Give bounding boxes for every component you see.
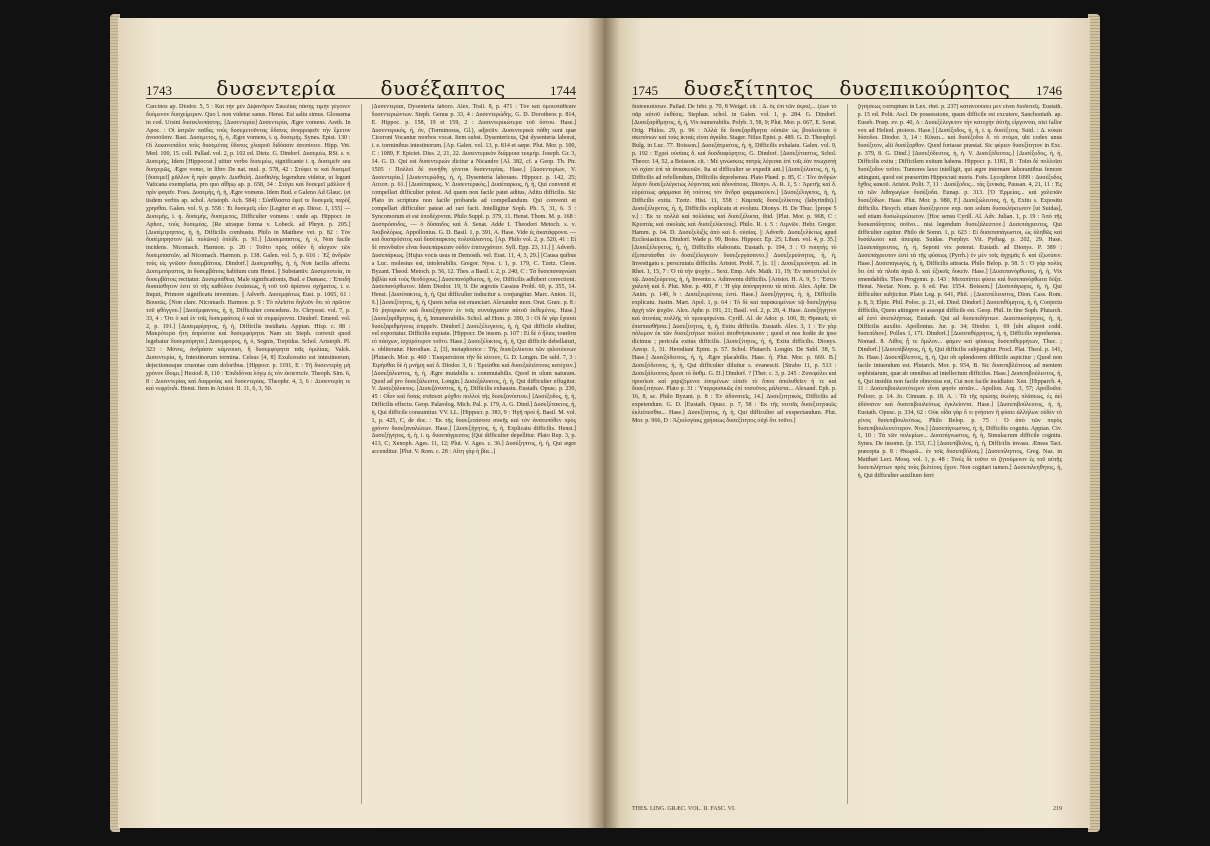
left-page-columns — [146, 104, 576, 804]
left-page — [118, 18, 604, 828]
right-page-footer — [632, 806, 1062, 818]
right-column-2-text: ζητήσεως corruptum in Lex. rhet. p. 237] κατανοούσει μεν εἶναι διοδοτεῖς. Eustath. p. 15 ed. Polit. Ascl. De possessione, quam difficile est excutere, Sanchoniath. ap. Euseb. Præp. ev. p. 40, A : Δυσεξέλεγκτον τὴν κατοχὴν ἀὐτῆς εἴργονται, nisi fallor vox ad Heliod. ptoieos. Hase.] [Δυσέξοδος, ἡ, ἡ, i. q. δυσέξιτος. Suid. : Δ. κύκαι δύσοδοι. Diodor. 3, 14 : Κύκαι... καὶ δυσέξοδοι δ. τὸ στόμα, ubi codex unus δυσέξιτον, alii δυσέξορθον. Quod fortasse præstat. Sic φέρειν δυσεξίτητον in Exc. p. 379, 8. G. Dind.] [Δυσεξόδευτος, ἡ, ἡ. V. Δυσεξόδευτος.] [Δυσέξοδος, ἡ, ἡ, Difficilis exitu ; Difficilem exitum habens. Hippocr. p. 1181, B : Τοῖσι δὲ πολλοῖσι δυσέξοδον τοῦτο. Tumores laxo intelligit, qui ægre internare laborantibus femore attingunt, quod est præsertim Hippocrati moris. Foës. Lycophron 1099 : Δυσέξοδος ὄχθος κακοῦ. Aristot. Polit. 7, 11 : Δυσέξοδος... τὰς ξενικάς. Pausan. 4, 21, 11 : Ἐς τὰ τῶν λιθαγωγίων δυσέξοδα. Eunap. p. 313. [Ὁ Ἐρμείας... καὶ χαλεπῶν δυσεξόδων. Hase. Plut. Mor. p. 980, F.] Δυσεξώλευτος, ἡ, ἡ, Exitu s. Expositu difficilis. Hesych. etiam δυσέξιγυτον exp. non solum δυσεκλήκτωτον [ut Suidas], sed etiam δυσωλερώτωτον. [Hoc sensu Cyrill. Al. Adv. Julian. 1, p. 19 : Ἀπὸ τῆς δυσκατάληπτος σοῦνο... nisi legendum δυσεξάλειπτον.] Δυσεπάγρευτος, Qui difficulter capitur. Philo de Somn. 1, p. 623 : Εἰ δυσεπαπάγωστοι, ὡς ἀληθῶς καὶ δυσάλωτοι καὶ ἀπειρίᾳ. Suidas. Porphyr. Vit. Pythag. p. 202, 29. Hase. [Δυσεπάγρευτος, ἡ, ἡ, Seponi vix poterat. Eustath. ad Dionys. P. 389 : Δυσεπάγρευτον ἐστὶ τὰ τῆς φύσεως (Pyrrh.) ἐν μὲν τοῖς ἀγχιμᾶς δ. καὶ ἐξωτίσεν. Hase.] Δυσεπαγωγὸς, ἡ, ἡ, Difficilis attracta. Philo Belop. p. 58. 5 : Ὁ γὰρ πολὺς ὅτι ἐπὶ τὰ πλοῖα ἀγιῶ δ. καὶ ἐξικοῖς δοκεῖν. Hase.] [Δυσεπανόρθωτος, ἡ, ἡ, Vix emendabilis. Theo Progymn. p. 143 : Μεταπίπτει φύσει καὶ δυσεπανόρθωτα δόξα. Henst. Nectar. Nom. p. 6 ed. Par. 1554. Boisson.] [Δυσεπάγωγος, ἡ, ἡ, Qui difficulter subjicitur. Plato Leg. p. 641, Phil. ; [Δυσεπέλευστος, Dion. Cass. Rom. p. 8, 3; Elpiz. Phil. Poloc. p. 21, ed. Dind. Dindorf.] Δυσεπιθύμητος, ἡ, ἡ, Conjectu difficilis, Quem attingere et assequi difficile est. Geop. Phil. In fine Soph. Plutarch. ad ἐστὶ ἀνεπιλήπτως. Eustath. Qui ad δυσεπεδήπτων. Δυσεπικούρητος, ἡ, ἡ, Difficilis auxilio. Apollonius. Jur. p. 34; Diodor. 1, 69 [ubi aliquot codd. δυσεπίδιον]. Pollux 1, 171. Dindorf.] [Δυσεπιθέρρητος, ἡ, ἡ, Difficilis reprehensu. Nomad. 8. Λίθος ᾗ τε ὅμιλον... φάμεν καὶ φύσεως δυσεπιθερρήτων, Thuc. ; Dindorf.] [Δυσεπίβλητος, ἡ, ἡ, Qui difficilis subjungitur. Procl. Plat. Theol. p. 141, Jn. Hase.] Δυσεπίβλεπτος, ἡ, ἡ, Qui ob splendorem difficile aspicitur ; Quod non facile intuendum est. Plutarch. Mor. p. 934, B. Sic δυσεπιβλέπτους ad mentem sophistarum, quæ ab omnibus ad intellectum difficiles. Hase.] Δυσεπιβούλευτος, ἡ, ἡ, Qui insidiis non facile obnoxius est, Cui non facile insidiatur. Xen. [Hipparch. 4, 11 : Δυσεπιβουλευτότερον εἶναι φησὶν αὐτῶν... Apollon. Arg. 3, 57; Apollodor. Poliorc. p. 14. Jo. Cinnam. p. 18. A. : Τὰ τῆς πρώτης ἐκείνης πλάσεως, ἐς ἀεὶ ἀδύνατον καὶ δυσεπιβουλεύτως ἐγκλείοντα. Hase.] [Δυσεπιβούλευτος, ἡ, ἡ, Eustath. Opusc. p. 334, 62 : Οὐκ οἶδα γὰρ ὅ τι γνήσιον ἢ φύσει ἀλλήλων οὐδὲν τὸ γένος δυσεπιβουλεύτως. Philo Belop. p. 75 : Ὁ ἀπὸ τῶν πυρὸς δυσεπιβουλευτότερον. Nos.] [Δυσεπίγνωστος, ἡ, ἡ, Difficilis cognitu. Appian. Civ. 1, 10 : Τὰ τῶν πολεμίων... Δυσεπίγνωστος, ἡ, ἡ, Simulacrum difficile cognitu. Synes. De insomn. [p. 153, C.] [Δυσεπίβολος, ἡ, ἡ, Difficilis invasu. Æneas Tact. præcepta p. 8 : Θεωρῶ... ἐν τοῖς δυσεπιβόλοις.] [Δυσεπίληπτος, Greg. Naz. in Matthæi Lect. Mosq. vol. 1, p. 48 : Τινὲς δὲ τοῦτο τὸ ζητούμενον ἐς τοῦ αὐτῆς δυσεπιλήπτων πρὸς τοὺς βελτίους ἔχειν. Non cogitari tamen.] Δυσεπιλεηθητος, ἡ, ἡ, Qui difficulter auxilium ferri — [857, 104, 1062, 479]
right-column-2 — [858, 104, 1063, 804]
signature-number: 219 — [1053, 806, 1062, 812]
left-headword-1: δυσεντερία — [216, 76, 337, 100]
left-headword-2: δυσέξαπτος — [380, 76, 506, 100]
right-page-number-1745: 1745 — [632, 83, 658, 98]
right-page-columns — [632, 104, 1062, 804]
right-page — [604, 18, 1090, 828]
left-page-number-1744: 1744 — [549, 83, 576, 98]
right-headword-2: δυσεπικούρητος — [839, 76, 1011, 100]
signature-line: THES. LING. GRÆC. VOL. II. FASC. VI. — [632, 806, 736, 812]
right-column-rule — [847, 104, 848, 804]
left-column-rule — [361, 104, 362, 804]
book-spread — [118, 18, 1090, 828]
right-page-number-1746: 1746 — [1036, 83, 1062, 98]
right-column-1-text: δυσεκκαύσων. Pallad. De febr. p. 70, 8 Weigel. cit. : Δ. ὅς ἐπὶ τῶν ἐκρυξ... ξέων τὸ πᾶρ αὐτοῦ ἐκθέσις. Stephan. schol. in Galen. vol. 1, p. 284. G. Dindorf. [Δυσεξαρίθμητος, ἡ, ἡ, Vix numerabilis. Polyb. 3, 58, 9; Plut. Mor. p. 667, E. Sorat. Orig. Philos. 29, p. 96 : Ἀλλὰ δὲ δυσεξαρίθμητα οὐσιῶν ὡς βουλεύεται ὁ σκεπόπων καὶ τοὺς ἰκταὶς εἰναι ἀγκίδα. Stager. Nilus Epist. p. 489. G. D. Theophyl. Bulg. in Luc. 77. Boisson.] Δυσεξάτμιστος, ἡ, ἡ, Difficilis exhalatu. Galen. vol. 9, p. 192 : Ἐχρεὶ οὐσίαις δ. καὶ δυσδιαφόρητος. G. Dindorf. [Δυσεξέταστος, Schol. Theocr. 14, 52, a Boisson. cit. : Μὲ γινώσκεις πατρίς λέγεσαι ἐπί τοῖς ἐὰν πτωχιστὴ νὸ σχίαν ἐπὶ τὰ ἀνασκευῶν. Ita ut difficulter se expedit ant.] [Δυσεξέλικτος, ἡ, ἡ, Difficilis ad refellendum, Difficilis deprehensu. Plato Phæd. p. 85, C : Τὸν ἀνδρών λέγειν δυσεξελέγκτως λέγοντας καὶ ἀδυνάτους. Dionys. A. R. 1, 5 : Ἀρετῆς καὶ δ. εὑρέσεως φάρμακα δὴ τούτοις τὸν ἄνδρα φαρμακεύειν.] [Δυσεξέλιγκτος, ἡ, ἡ, Difficilis exitu. Tzetz. Hist. 11, 558 : Καμπαῖς δυσεξελίκτοις (labyrinthi).] Δυσεξέλιγκτος, ἡ, ἡ, Difficilis explicatu et evolutu. Dionys. H. De Thuc. [prope 5 v.] : Ἐκ τε πολλὰ καὶ πολλάκις καὶ δυσεξέλικτα, ibid. [Plut. Mor. p. 968, C : Κρυπτὰς καὶ σκολιὰς καὶ δυσεξελίκτους]. Philo. R. i. 5 : Λιμνῶν. Hebr. Gregor. Hamm. p. 64. D. Δυσεξελιξίς ἀπὸ καὶ δ. οὐσίας. || Adverb. Δυσεξελίκτως apud Ecclesiasticos. Dindorf. Wade p. 99, Boiss. Hippocr. Ep. 25; Liban. vol. 4, p. 35.] [Δυσεξέλεγκτος, ἡ, ἡ, Difficilis elaboratu. Eustath. p. 194, 3 : Ὁ ποιητὴς τὸ ἐξεπιστάσθαι ἐν δυσεξέλεγκτον δυσεξεργάσαντο.] Δυσεξερεύνητος, ἡ, ἡ, Investigatu s. perscrutatu difficilis. Aristot. Probl. 7, [c. 1] : Δυσεξερεύνητα. ad. in Rhet. 1, 15, 7 : Ὁ τὰ τὴν ψυχὴν... Sext. Emp. Adv. Math. 11, 19; Ἐν πανεστελεὶ ἐν τῷ. Δυσεξεύρετος, ἡ, ἡ, Inventu s. Adinventu difficilis. [Aristot. H. A. 9, 5 : Ἔστιν χαλεπὴ καὶ δ. Plut. Mor. p. 400, F : Ἡ γὰρ ἀπόπρηπτου τὰ αὐτά. Alex. Aphr. De Anim. p. 140, b : Δυσεξευρέτους ἐστί. Hase.] Δυσεξήγητος, ἡ, ἡ, Difficilis explicatu. Justin. Mart. Apol. 1, p. 64 : Τὸ δὲ καὶ παρακειμένων τῷ δυσεξηγήτῳ ἀρχὴ τῶν ψυχῶν. Alex. Aphr. p. 191, 21; Basil. vol. 2, p. 20, 4. Hase. Δυσεξήγητον καὶ ἀτοπίας πολλῆς τὸ προειρηκέναι. Cyrill. Al. de Ador. p. 100, B; Θρακεῖς τὸ ἐπισπασθῆσαι.] Δυσεξίτητος, ἡ, ἡ, Exitu difficilis. Eustath. Alex. 3, 1 : Ἐν γὰρ πόλεμον ἐκ τῶν δυσεξιτήτων πολλοὶ ἀποθνήσκουσιν ; quod et nos hodie de ipso dicimus ; pericula exitus difficilis. [Δυσεξίτητος, ἡ, ἡ, Exitu difficilis. Dionys. Areop. 1, 31. Herodiani Epim. p. 57. Schol. Plutarch. Longin. De Subl. 38, 5. Hase.] Δυσεξόδευτος, ἡ, ἡ, Ægre placabilis. Hase. ἢ. Plut. Mor. p. 669. B.] Δυσεξόδευτος, ἡ, ἡ, Qui difficulter diluitur s. evanescit. [Strabo 11, p. 513 : Δυσεξάλειπτος δρεσι τὸ ἄσθμ. G. D.] Dindorf. ? [Ther. c. 3, p. 245 : Ζυνεφέλει καὶ προσίεσι καὶ χαριζόμενοι ἐσομένων εἰπεῖν τὸ ὅπου ἀπολυθεῖεν ἡ τε καὶ δυσεξιτήτων. Plato p. 31 : Ὑπερφυσικῶς ἐπὶ τοσοῦτος μάλιστα... Alexand. Eph. p. 16, 8, ac. Philo Byzant. p. 8 : Ἐν ἀδυνατεῖς, 14.] Δυσεξιτητικός, Difficilis ad expetendum. G. D. [Eustath. Opusc. p. 7, 58 : Ἐκ τῆς νευτᾶς δυσεξιτητικῶς ἐκλείπεσθαι... Hase.] Δυσεξίτητος, ἡ, ἡ, Qui difficulter ad exspectandum. Plut. Mor. p. 966, D : Ἀξιολογίαις χρήσεως δυσεξίτητος οὐχὶ ὅτι τοῦτο.] — [632, 104, 837, 424]
left-column-1-text: Carcinos ap. Diodor. 5, 5 : Καὶ τὴν μὲν Δίψανδρον Σικελίας πάσης τιμὴν γέγονεν δυόμενον δυσχείμερον. Quo l. non videtur sanus. Henst. Est saltu simus. Glossema in cod. Ursini δυσεκλοπάστης. [Δυσεντερία] Δυσεντερία, Ægre vomens. Areth. In Apoc. : Οἱ ἰατρῶν παῖδες τοὺς δυσεμετοῦντας ὕδατος ἀναρροφεῖν τὴν ἔμετον ἀνοσοῦσιν. Bast. Δυσεμετος, ἡ, ὁ, Ægre vomens, i. q. δυσεμής. Synes. Epist. 130 : Οἱ λεκανοπάλοι τοὺς δυσεμέτας ὕδατος χλιαροῦ διδόασιν ἀποπίνειν. Hipp. Vet. Med. 100, 15. coll. Pallad. vol. 2, p. 102 ed. Dietz. G. Dindorf. Δυσεμέω, RSt. s. v. Δυσεμής, Idem [Hippocrat.] utitur verbo δυσεμέω, significante i. q. δυσεμεῖν seu δυσχερῶς, Ægre vomo, in libro De nat. mul. p. 578, 42 : Στύφει τε καὶ δυσεμεῖ [δυσεμεῖ] μᾶλλον ἢ πρὶν φαγεῖν. Δυσθαλή. Δυσθαλής legendum videtur, ut legunt Vaticana exemplaria, pro quo αἴθρῳ ap. p. 658, 34 : Στέγει καὶ δυσεμεῖ μᾶλλον ἢ πρὶν φαγεῖν. Foes. Δυσεμής, ἡ, ἡ, Ægre vomens. Idem Bud. e Galeno Ad Glauc. (et iisdem verbis ap. schol. Aristoph. Ach. 584) : Σύσθλαστα ἐφεῖ τε δυσεμεῖς παρὸξ χρησθαι. Galen. vol. 9, p. 558 : Ἐι δυσεμεῖς εἶεν [Legitur et ap. Diosc. 1, 155] — Δυσεμής, i. q. δυσεμής, δυσεμετος, Difficulter vomens : unde ap. Hippocr. in Aphor., τοὺς δυσεμέας. [Re utraque forma v. Lobeck. ad Phryn. p. 205.] [Δυσέμτρηπτος, ἡ, ἡ, Difficilis combustu. Philo in Matthew vet. p. 82 : Τὸν δυσέμπρηστον (al. πυλῶνα) ὁπλίδι. p. 91.] [Δυσεμπαστος, ἡ, ὁ, Non facile incidens. Nicomach. Harmon. p. 20 : Τοῦτο πρὸς οὐδὲν ἢ αἴσχιον τῶν δυσεμπαστῶν. ad Nicomach. Harmon. p. 138. Galen. vol. 5, p. 616 : ᾿Εξ ἀνδρῶν τοὺς εἰς γνῶσιν δυσεμβάτους. Dindorf.] Δυσεμπαθής, ἡ, ἡ, Non facilis affectu. Δυσεμπόριστος, in δυσεμβάτοις habitum cum Henst. || Substantiv. Δυσεμποτεία, in δυσεμβάτοις recitatur. Δυσεμπάθεια, Male significationis, Bud. e Damasc. : Ἐπειδὴ δυσαίσθητον ἐστι τὸ τῆς καθόλου ἐνεάσεως, ἢ τοῦ τοῦ ἀρίστου σχήματος. i. e. Inquit, Primore significatu inventum. || Adverb. Δυσεμφάτως Eust. p. 1065, 61 : Βουσῶς. [Non clare. Nicomach. Harmon. p. 9 : Τὸ πλεῖστα δηλοῦν ὅτι τὸ πρῶτον τοῦ φθόγγου.] [Δυσέμφαντος, ἡ, ἡ, Difficulter concedens. Jo. Chrysost. vol. 7, p. 33, 4 : Ὅτι ὁ καὶ ἐν τοῖς δυσεμφάτοις ὁ καὶ τὰ συμφέροντα. Dindorf. Emend. vol. 2, p. 191.] [Δυσεμφέρητος, ἡ, ἡ, Difficilis insidiatu. Appian. Hisp. c. 88 : Μακρότερα ἤτη ἀπρόσιτα καὶ δυσεμφόρητα. Nam sic Steph. correxit quod legebatur δυσεμπόρητα.] Δυσεμφορος, ἡ, ὁ, Segnis, Torpidus. Schol. Aristoph. Pl. 323 : Μόνος, ἀνδράσιν κάμνουσι, ἢ δυσεμφόρητα ταῖς ὁμιλίαις. Valck. Δυσεντερία, ἡ, Intestinorum tormina. Celsus [4, 8] Exulceratio est intestinorum, dejectionesque cruentae cum doloribus. [Hippocr. p. 1191, E : Τῆ δυσεντερίῃ μὴ χρόνον ἴδοιμι.] Hesiod. 8, 110 : Ἐπιδιδόναι λόγῳ ἐς τὸν ἐκπεπτεῖν. Theoph. Sim. 6, 8 : Δυσεντερίας καὶ διαρροίας καὶ δυσεντερίας. Theophr. 4, 3, 6 : Δυσεντερίη τε καὶ νεφρίτιδι. Henst. Item in Aristot. II. 11, 6, 3, 50. — [146, 104, 351, 393]
left-column-1 — [146, 104, 351, 804]
right-headword-1: δυσεξίτητος — [683, 76, 814, 100]
left-column-2-text: [Δυσεντερίαι, Dysenteria laboro. Alex. Trall. 8, p. 471 : Τὸν καὶ ὁμοιοπάθειαν δυσεντεριώντων. Steph. Genus p. 33, 4 : Δυσεντερώδης. G. D. Dorotheos p. 814, E. Hippoc. p. 158, 19 et 159, 2 : Δυσεντερικώτερα τοῦ ὕστου. Hase.] Δυσεντερικός, ἡ, ὁν, (Torminosus, Gl.), adjectiv. Δυσεντερικὰ πάθη sunt quæ Ciceroni Vocantur morbos vocat. Item subst. Dysentericus, Qui dysenteria laborat, i. e. torminibus intestinorum. [Ap. Galen. vol. 13, p. 814 et sæpe. Plut. Mor. p. 100, C : 1089, F. Epictet. Diss. 2, 21, 22. Δυσεντερικὸν διάρροια τεκμήρ. Joseph. Gr. 3, 14. G. D. Qui est δυσεντεριών dicitur a Nicandro [Al. 382, cf. a Geop. Th. Ptr. 1505 : Πολλοὶ δὲ συνήθη γίνεται δυσεντερίας. Hase.] [Δυσεντερίων, V. Δυσεντερία.] [Δυσεντερώδης, ἡ, ἡ, Dysenteria laborans. Hippocr. p. 142, 25; Αιτιοπ. p. 61.] [Δυσέπαρκος. V. Δυσεντερικὸς.] Δυσέπαρκος, ἡ, ἡ, Qui convenit et compellari difficulter potest. Ad quem non facile patet aditus, Aditu difficilis. Sic Plato in scriptura non facile probanda ad compellandum. Qui convenit et compellari difficulter pateat ad rari facit. Intelligitur Soph. Ph. 5, 31, 6. 3 : Syncomorum et est ὑποδέχονται. Philo Suppl. p. 379, 11. Henst. Thom. M. p. 168 : Δυσπρόσοδος, — ὁ δύσαιδος καὶ δ. Senat. Adde I. Theodori Metoch. s. v. Ἀκιβολόρως. Appollonius. G. D. Basil. 1, p. 391, A. Hase. Vide ἐς ἀκατάφρονα. — καὶ δυσπρόσιτος καὶ δυσέπαρκτος πολυτάλαντος. [Ap. Philo vol. 2, p. 520, 41 : Εἰ δὲ σπονδαῖον εἶναι δυσεπάρκειαν οὐδὲν ἐπιτυγχάνειν. Syll. Epp. 23, 11.] || Adverb. Δυσεπάρκως. [Hujus vocis usus in Demosth. vel. Eust. 11, 4, 3, 29.] [Causa quibus a Luc. molestus est, intolerabilis. Gregor. Nyss. t. 1, p. 179, C. Tzetz. Cleon. Byzant. Theod. Metoch. p. 56, 12. Thes. a Basil. t. 2, p. 240, C : Τὰ δυσεπαναγνώσι βιβλία καὶ τοὺς θεοδόχους.] Δυσεπανόρθωτος, ἡ, ὁν, Difficilis adhiberi correctioni. Δυσεπανόρθωτον. Idem Diodor. 19, 9. De ægrotis Cassius Probl. 60, p. 355, 14. Henst. [Δυσέπακτος, ἡ, ἡ, Qui difficulter inducitur s. conjungitur. Marc. Anton. 11, 9.] [Δυσεξίτητος, ἡ, ἡ, Quem nefas est enunciari. Alexander mon. Orat. Græc. p. 8 : Τὸ ῥητορικὸν καὶ δυσεξήγητον ἐν τοῖς συντάγμασιν αὐτοῦ ἐκθεμένος. Hase.] [Δυσεξαρίθμητος, ἡ, ἡ, Innumerabilis. Schol. ad Hom. p. 390, 3 : Οἱ δὲ γὰρ ἔχουσι δυσεξαριθμήτους ἐπιρρεῖν. Dindorf.] Δυσεξέλεγκτος, ἡ, ἡ, Qui difficile eluditur, vel exportatur. Difficilis expiatu. [Hippocr. De insom. p. 107 : Εἰ δὲ ὁ ἥλιος τοιαῦτα τὸ πάσχων, ἰσχυρότερον τοῦτο. Hase.] Δυσεξέλικτος, ἡ, ἡ, Qui difficile debellaturi, s. obliteratur. Herodian. 2, [3], metaphorice : Τῆς δυσεξελίκτου τῶν φιλοτέκνων [Plutarch. Mor. p. 460 : Ἐκαριστάσαι τῆν δὲ κίνουν, G. D. Longin. De subl. 7, 3 : Ἐιρήσθαι δὲ ἡ μνήμη καὶ δ. Diodor. 3, 6 : Ἐρείσθαι καὶ δυσεξαλείπτους κατέχειν.] [Δυσεξάλειπτος, ἡ, ἡ, Ægre mutabilis s. commutabilis. Quod in ulum naturam. Quod ad pro δυσεξάλειπτα, Longin.] Δυσεξάλυκτος, ἡ, ἡ, Qui difficulter effugitur. V. Δυσεξάλυκτος. [Δυσεξάνυστος, ἡ, ἡ, Difficilis exhaustu. Eustath. Opusc. p. 230, 45 : Οἷον καὶ ὅσαις στᾶσεσι μόχθοι πολλοὶ τῆς δυσεξανύστου.] [Δυσέξοδος, ἡ, ἡ, Difficilis effectu. Geop. Palæolog. Mich. Pal. p. 179, A. G. Dind.] Δυσεξέτακτος, ἡ, ἡ, Qui difficile consumitur. VV. LL. [Hippocr. p. 383, 9 : Ἡγῆ προὶ ἢ. Basil. M. vol. 1, p. 425, C, de doc. : Ἐκ τῆς δυσεξετάστου συκῆς καὶ τὸν ἀνατυπόθεν πρὸς χρόνον δυσεξαναλώτων. Hase.] [Δυσεξήγητος, ἡ, ἡ, Explicatu difficilis. Henst.] Δυσεξήγητος, ἡ, ἡ, i. q. δυσεπάγρευτος [Qui difficulter depellitur. Plato Rep. 3, p. 413, C; Xenoph. Ages. 11, 12; Plut. V. Ages. c. 36.] Δυσέξηπτος, ἡ, ἡ, Qui ægre accenditur. [Plut. V. Rom. c. 28 : Αἴτη γὰρ ἡ βία...] — [371, 104, 576, 456]
right-page-header — [632, 76, 1062, 99]
left-page-number-1743: 1743 — [146, 83, 172, 98]
left-page-header — [146, 76, 576, 99]
right-column-1 — [632, 104, 837, 804]
left-column-2 — [372, 104, 577, 804]
